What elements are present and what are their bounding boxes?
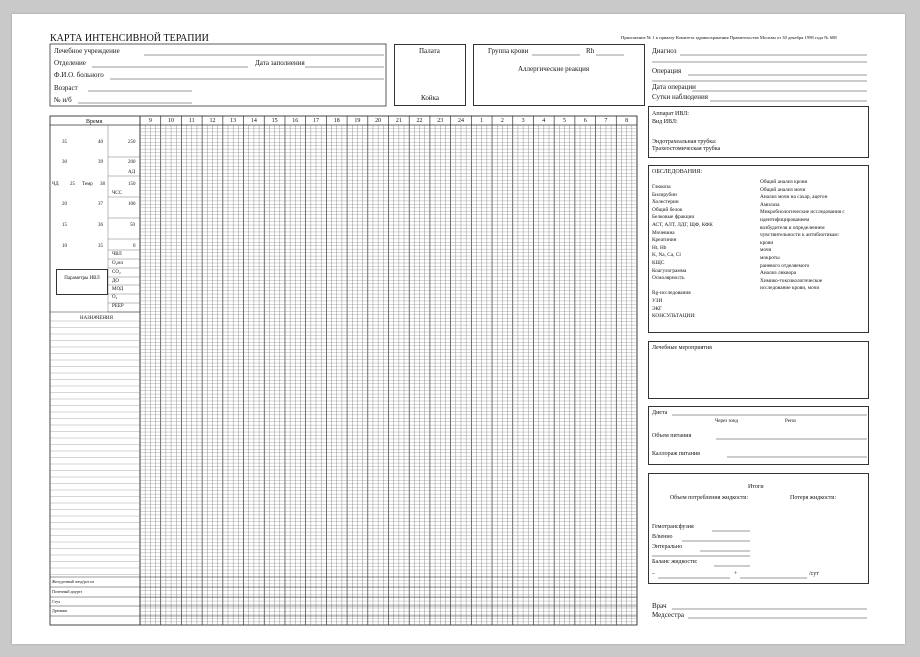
bed-label: Койка xyxy=(421,94,439,102)
scale-rr-15: 15 xyxy=(62,223,67,228)
vent-param-mv: МОД xyxy=(112,287,124,292)
hour-label-11: 11 xyxy=(188,118,195,124)
scale-temp-38: 38 xyxy=(100,182,105,187)
balance-label: Баланс жидкости: xyxy=(652,559,698,565)
intake-label: Объем потребления жидкости: xyxy=(669,495,749,501)
exam-item: мочи xyxy=(760,247,772,254)
scale-bp-0: 0 xyxy=(133,244,136,249)
hr-label: ЧСС xyxy=(112,191,122,196)
time-label: Время xyxy=(86,119,103,125)
ivl-et-tube: Эндотрахеальная трубка: xyxy=(652,139,717,145)
hour-label-5: 5 xyxy=(563,118,566,124)
appendix-note: Приложение № 1 к приказу Комитета здравоохранения Правительства Москвы от 30 декабря 1998 года № 688 xyxy=(621,35,837,40)
enteral-label: Энтерально xyxy=(652,544,683,550)
row-gastric-tube: Желудочный зонд/рот из xyxy=(52,579,95,584)
treatment-label: Лечебные мероприятия xyxy=(652,345,712,351)
balance-plus: + xyxy=(734,571,738,577)
exam-item: АСТ, АЛТ, ЛДГ, ЩФ, КФК xyxy=(652,222,713,228)
exam-item: Ht, Hb xyxy=(652,244,667,251)
exam-item: K, Na, Ca, Cl xyxy=(652,252,681,259)
hour-label-19: 19 xyxy=(354,118,361,124)
hour-label-4: 4 xyxy=(542,118,546,124)
hour-label-20: 20 xyxy=(375,118,382,124)
exam-item: Химико-токсикологическое xyxy=(760,277,823,284)
vent-param-peep: РЕЕР xyxy=(112,304,124,309)
exam-item: Rg-исследования xyxy=(652,290,691,297)
chart-sheet xyxy=(12,14,905,644)
exam-item: Глюкоза xyxy=(652,184,671,190)
field-patient-name: Ф.И.О. больного xyxy=(54,71,104,79)
field-case-number: № и/б xyxy=(54,96,72,104)
balance-minus: – xyxy=(652,571,655,577)
exam-item: идентифицированием xyxy=(760,217,810,223)
vent-param-tv: ДО xyxy=(112,279,120,284)
exam-item: ЭКГ xyxy=(652,305,663,312)
scale-rr-25: 25 xyxy=(70,182,75,187)
exam-item: возбудителя и определением xyxy=(760,224,825,231)
scale-temp-39: 39 xyxy=(98,160,103,165)
balance-per-day: /сут xyxy=(809,571,819,577)
exam-item: крови xyxy=(760,239,774,246)
field-fill-date: Дата заполнения xyxy=(255,59,305,67)
hour-label-2: 2 xyxy=(500,118,504,124)
hour-label-23: 23 xyxy=(437,118,444,124)
transfusion-label: Гемотрансфузия xyxy=(652,524,694,530)
ivl-trach-tube: Трахеостомическая трубка xyxy=(652,146,721,152)
hour-label-21: 21 xyxy=(395,118,402,124)
hour-label-24: 24 xyxy=(457,118,464,124)
exam-item: Анализ ликвора xyxy=(760,270,797,277)
diet-per-os-label: Рerоs xyxy=(785,419,797,424)
iv-label: В/венно xyxy=(652,534,673,540)
row-diuresis: Почечный диурез xyxy=(52,589,83,594)
hour-label-3: 3 xyxy=(521,118,525,124)
exam-item: исследование крови, мочи xyxy=(760,285,820,292)
scale-temp-35: 35 xyxy=(98,244,103,249)
exam-item: Анализ мочи на сахар, ацетон xyxy=(760,194,828,201)
hour-label-18: 18 xyxy=(333,118,340,124)
page-title: КАРТА ИНТЕНСИВНОЙ ТЕРАПИИ xyxy=(50,33,209,44)
exam-item: Белковые фракции xyxy=(652,214,695,221)
scale-rr-10: 10 xyxy=(62,244,67,249)
scale-bp-250: 250 xyxy=(128,140,136,145)
exam-item: КЩС xyxy=(652,260,665,266)
nurse-signature-label: Медсестра xyxy=(652,611,685,619)
scale-bp-200: 200 xyxy=(128,160,136,165)
vent-param-o2: О₂ xyxy=(112,295,118,300)
scale-rr-35: 35 xyxy=(62,140,67,145)
exam-item: УЗИ xyxy=(652,298,663,304)
exam-item: Общий белок xyxy=(652,206,683,213)
hour-label-22: 22 xyxy=(416,118,423,124)
exam-item: КОНСУЛЬТАЦИИ: xyxy=(652,313,696,320)
diet-probe-label: Через зонд xyxy=(715,419,739,424)
vent-param-rate: ЧВЛ xyxy=(112,252,122,257)
exam-item: раневого отделяемого xyxy=(760,262,810,269)
field-operation: Операция xyxy=(652,67,682,75)
rr-label: ЧД xyxy=(52,182,59,187)
vent-params-box xyxy=(56,269,108,295)
scale-bp-150: 150 xyxy=(128,182,136,187)
field-institution: Лечебное учреждение xyxy=(54,47,120,55)
rh-label: Rh xyxy=(586,47,595,55)
field-observation-day: Сутки наблюдения xyxy=(652,93,708,101)
hour-label-10: 10 xyxy=(168,118,175,124)
ivl-mode: Вид ИВЛ: xyxy=(652,119,678,125)
exams-box xyxy=(648,165,869,333)
scale-bp-50: 50 xyxy=(130,223,135,228)
row-drains: Дренажи xyxy=(52,608,68,613)
loss-label: Потеря жидкости: xyxy=(790,495,837,501)
ward-label: Палата xyxy=(419,47,440,55)
field-diagnosis: Диагноз xyxy=(652,47,677,55)
hour-label-14: 14 xyxy=(250,118,257,124)
exam-item: Билирубин xyxy=(652,191,677,198)
doctor-signature-label: Врач xyxy=(652,602,667,610)
scale-temp-37: 37 xyxy=(98,202,103,207)
field-operation-date: Дата операции xyxy=(652,83,696,91)
exam-item: Коагулограмма xyxy=(652,267,687,274)
hour-label-6: 6 xyxy=(583,118,587,124)
exam-item: Осмолярность xyxy=(652,275,685,282)
exam-item: Общий анализ крови xyxy=(760,179,808,185)
hour-label-8: 8 xyxy=(625,118,629,124)
ivl-device: Аппарат ИВЛ: xyxy=(652,111,689,117)
exam-item: Креатинин xyxy=(652,237,677,244)
hour-label-13: 13 xyxy=(230,118,237,124)
blood-group-label: Группа крови xyxy=(488,47,529,55)
scale-rr-30: 30 xyxy=(62,160,67,165)
exam-item: чувствительности к антибиотикам: xyxy=(760,232,840,239)
exams-title: ОБСЛЕДОВАНИЯ: xyxy=(652,169,703,175)
exam-item: Микробиологические исследования с xyxy=(760,209,845,216)
exam-item: мокроты xyxy=(760,255,780,261)
exam-item: Амилаза xyxy=(760,201,780,208)
scale-temp-36: 36 xyxy=(98,223,103,228)
hour-label-17: 17 xyxy=(313,118,319,124)
vent-param-o2ml: О₂мл xyxy=(112,261,124,266)
vent-param-co2: СО₂ xyxy=(112,270,121,275)
hour-label-15: 15 xyxy=(271,118,278,124)
field-department: Отделение xyxy=(54,59,86,67)
hour-label-16: 16 xyxy=(292,118,299,124)
exam-item: Холестерин xyxy=(652,199,679,206)
totals-title: Итоги xyxy=(748,484,764,490)
diet-volume-label: Объем питания xyxy=(652,433,692,439)
row-stool: Стул xyxy=(52,599,61,604)
hour-label-7: 7 xyxy=(604,118,608,124)
hour-label-1: 1 xyxy=(480,118,484,124)
diet-label: Диета xyxy=(652,410,668,416)
diet-calories-label: Каллораж питания xyxy=(652,451,700,457)
hour-label-9: 9 xyxy=(148,118,152,124)
bp-label: АД xyxy=(128,170,136,175)
hour-label-12: 12 xyxy=(209,118,216,124)
exam-item: Мочевина xyxy=(652,229,675,236)
exam-item: Общий анализ мочи xyxy=(760,186,806,193)
temp-label: Темр xyxy=(82,182,93,187)
scale-rr-20: 20 xyxy=(62,202,67,207)
prescriptions-label: НАЗНАЧЕНИЯ xyxy=(80,316,113,321)
scale-bp-100: 100 xyxy=(128,202,136,207)
allergy-label: Аллергические реакция xyxy=(518,65,590,73)
vent-params-label: Параметры ИВЛ xyxy=(64,276,100,281)
scale-temp-40: 40 xyxy=(98,140,103,145)
field-age: Возраст xyxy=(54,84,78,92)
